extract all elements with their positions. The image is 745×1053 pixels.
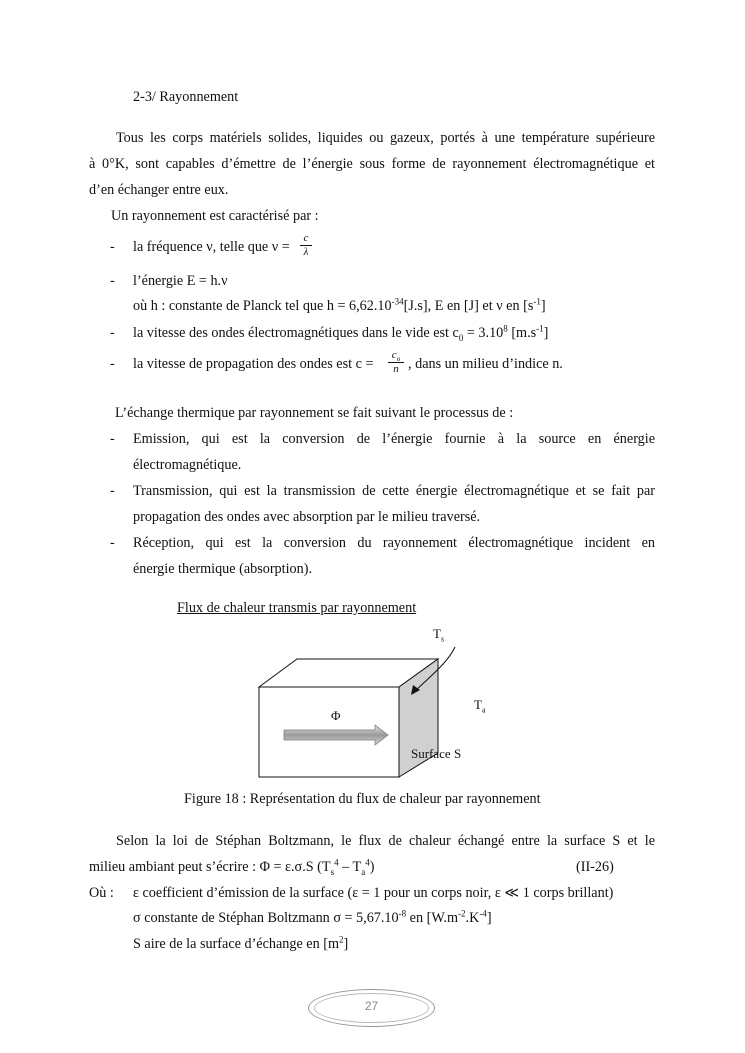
propagation-numerator: c [391,349,397,361]
propagation-suffix: , dans un milieu d’indice n. [408,356,563,372]
bullet-dash: - [110,325,115,341]
emission-line-2: électromagnétique. [133,457,242,473]
epsilon-definition: ε coefficient d’émission de la surface (ε = 1 pour un corps noir, ε ≪ 1 corps brillant) [133,885,614,901]
intro-line-2: à 0°K, sont capables d’émettre de l’énergie sous forme de rayonnement électromagnétique et [89,156,655,172]
exchange-intro: L’échange thermique par rayonnement se fait suivant le processus de : [115,405,514,421]
bullet-dash: - [110,431,115,447]
reception-line-1: Réception, qui est la conversion du rayonnement électromagnétique incident en [133,535,655,551]
frequency-numerator: c [303,232,309,244]
characterized-line: Un rayonnement est caractérisé par : [111,208,319,224]
phi-label: Φ [331,708,341,723]
where-label: Où : [89,885,114,901]
energy-text: l’énergie E = h.ν [133,273,228,289]
reception-line-2: énergie thermique (absorption). [133,561,312,577]
ts-label: $T_s$ [433,626,445,644]
bullet-dash: - [110,273,115,289]
figure-title: Flux de chaleur transmis par rayonnement [177,600,417,616]
law-line-2: milieu ambiant peut s’écrire : Φ = ε.σ.S $(T_s^4 - T_a^4)$ [89,857,375,877]
bullet-dash: - [110,535,115,551]
bullet-dash: - [110,239,115,255]
bullet-dash: - [110,356,115,372]
vacuum-speed-line: la vitesse des ondes électromagnétiques dans le vide est $c_0 = 3.10^8$ $[m.s^{-1}]$ [133,323,549,343]
transmission-line-2: propagation des ondes avec absorption par le milieu traversé. [133,509,481,525]
emission-line-1: Emission, qui est la conversion de l’énergie fournie à la source en énergie [133,431,655,447]
area-definition: S aire de la surface d’échange en $[m^2]$ [133,934,349,952]
planck-line: où h : constante de Planck tel que $h = 6,62.10^{-34}[J.s]$, E en [J] et ν en $[s^{-1}]$ [133,296,546,314]
transmission-line-1: Transmission, qui est la transmission de cette énergie électromagnétique et se fait par [133,483,655,499]
bullet-dash: - [110,483,115,499]
intro-line-3: d’en échanger entre eux. [89,182,229,198]
law-line-1: Selon la loi de Stéphan Boltzmann, le flux de chaleur échangé entre la surface S et le [116,833,655,849]
frequency-denominator: λ [303,246,309,258]
ta-label: $T_a$ [474,697,486,715]
sigma-definition: σ constante de Stéphan Boltzmann $\sigma = 5,67.10^{-8}$ en $[W.m^{-2}.K^{-4}]$ [133,908,492,926]
frequency-text: la fréquence ν, telle que ν = [133,239,290,255]
section-heading: 2-3/ Rayonnement [133,89,239,105]
figure-caption: Figure 18 : Représentation du flux de chaleur par rayonnement [184,791,541,807]
intro-line-1: Tous les corps matériels solides, liquides ou gazeux, portés à une température supérieure [116,130,655,146]
equation-number: (II-26) [576,859,614,875]
page-number: 27 [364,999,379,1013]
propagation-denominator: n [393,363,399,375]
propagation-fraction: $c_o$ n [388,350,404,375]
propagation-text: la vitesse de propagation des ondes est c = [133,356,374,372]
surface-label: Surface S [411,746,462,761]
